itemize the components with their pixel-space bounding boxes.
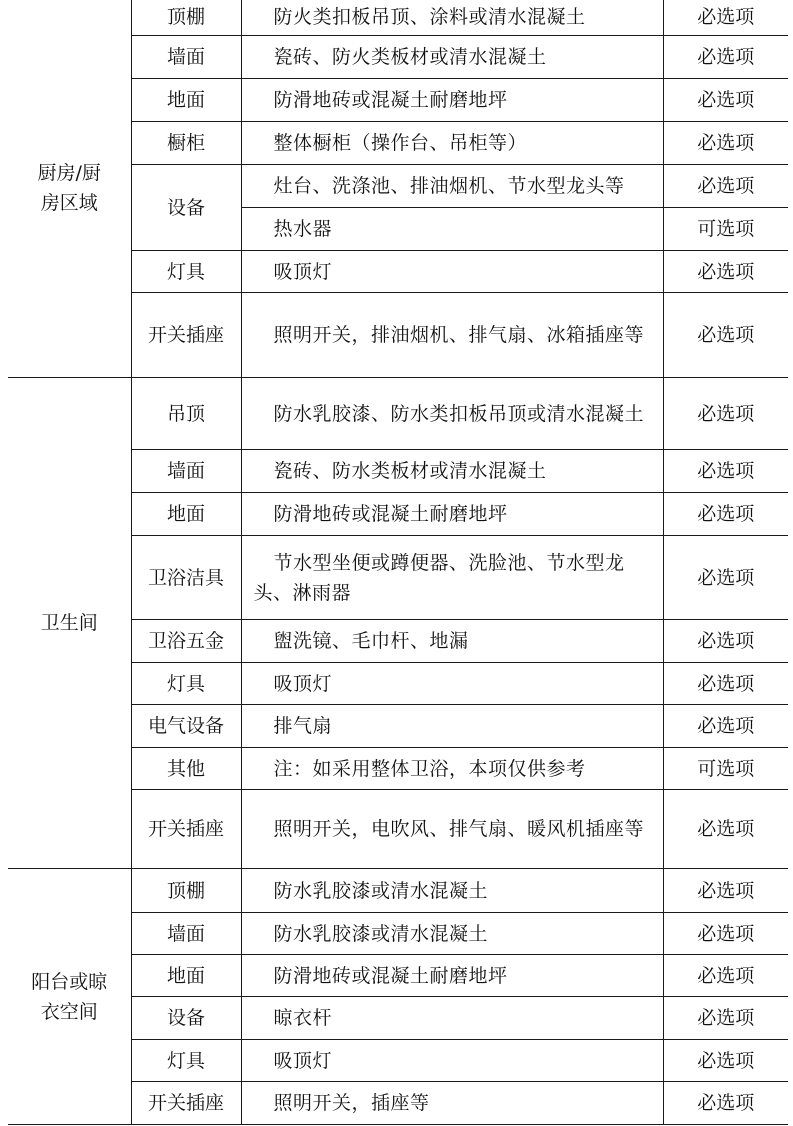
requirement-cell: 必选项 xyxy=(663,536,788,620)
requirement-cell: 必选项 xyxy=(663,663,788,705)
content-cell: 注：如采用整体卫浴，本项仅供参考 xyxy=(241,748,663,790)
requirement-cell: 必选项 xyxy=(663,955,788,997)
content-cell: 灶台、洗涤池、排油烟机、节水型龙头等 xyxy=(241,165,663,208)
content-cell: 节水型坐便或蹲便器、洗脸池、节水型龙头、淋雨器 xyxy=(241,536,663,620)
table-row xyxy=(8,378,788,450)
area-cell: 厨房/厨房区域 xyxy=(8,0,131,378)
content-cell: 整体橱柜（操作台、吊柜等） xyxy=(241,122,663,165)
item-cell: 开关插座 xyxy=(131,1082,241,1125)
requirement-cell: 必选项 xyxy=(663,122,788,165)
item-cell: 墙面 xyxy=(131,450,241,493)
requirement-cell: 必选项 xyxy=(663,620,788,663)
requirement-cell: 可选项 xyxy=(663,748,788,790)
item-cell: 地面 xyxy=(131,493,241,536)
requirement-cell: 必选项 xyxy=(663,913,788,955)
item-cell: 开关插座 xyxy=(131,790,241,869)
content-cell: 照明开关，电吹风、排气扇、暖风机插座等 xyxy=(241,790,663,869)
content-cell: 照明开关，排油烟机、排气扇、冰箱插座等 xyxy=(241,293,663,378)
requirement-cell: 可选项 xyxy=(663,208,788,251)
content-cell: 排气扇 xyxy=(241,705,663,748)
item-cell: 设备 xyxy=(131,165,241,251)
content-cell: 瓷砖、防水类板材或清水混凝土 xyxy=(241,450,663,493)
item-cell: 卫浴洁具 xyxy=(131,536,241,620)
item-cell: 吊顶 xyxy=(131,378,241,450)
item-cell: 地面 xyxy=(131,79,241,122)
item-cell: 卫浴五金 xyxy=(131,620,241,663)
item-cell: 开关插座 xyxy=(131,293,241,378)
requirement-cell: 必选项 xyxy=(663,450,788,493)
requirement-cell: 必选项 xyxy=(663,79,788,122)
requirement-cell: 必选项 xyxy=(663,493,788,536)
requirement-cell: 必选项 xyxy=(663,790,788,869)
content-cell: 晾衣杆 xyxy=(241,997,663,1040)
item-cell: 设备 xyxy=(131,997,241,1040)
decoration-spec-table xyxy=(8,0,788,1125)
area-cell: 阳台或晾衣空间 xyxy=(8,869,131,1125)
requirement-cell: 必选项 xyxy=(663,378,788,450)
item-cell: 顶棚 xyxy=(131,869,241,913)
requirement-cell: 必选项 xyxy=(663,251,788,293)
requirement-cell: 必选项 xyxy=(663,705,788,748)
item-cell: 地面 xyxy=(131,955,241,997)
area-cell: 卫生间 xyxy=(8,378,131,869)
item-cell: 电气设备 xyxy=(131,705,241,748)
content-cell: 防滑地砖或混凝土耐磨地坪 xyxy=(241,493,663,536)
requirement-cell: 必选项 xyxy=(663,997,788,1040)
item-cell: 灯具 xyxy=(131,1040,241,1082)
content-cell: 吸顶灯 xyxy=(241,1040,663,1082)
content-cell: 吸顶灯 xyxy=(241,663,663,705)
content-cell: 防滑地砖或混凝土耐磨地坪 xyxy=(241,79,663,122)
content-cell: 热水器 xyxy=(241,208,663,251)
requirement-cell: 必选项 xyxy=(663,293,788,378)
content-cell: 照明开关，插座等 xyxy=(241,1082,663,1125)
requirement-cell: 必选项 xyxy=(663,36,788,79)
item-cell: 灯具 xyxy=(131,663,241,705)
table-row xyxy=(8,869,788,913)
requirement-cell: 必选项 xyxy=(663,1040,788,1082)
item-cell: 其他 xyxy=(131,748,241,790)
table-row xyxy=(8,0,788,36)
content-cell: 吸顶灯 xyxy=(241,251,663,293)
content-cell: 盥洗镜、毛巾杆、地漏 xyxy=(241,620,663,663)
item-cell: 墙面 xyxy=(131,913,241,955)
item-cell: 灯具 xyxy=(131,251,241,293)
content-cell: 防滑地砖或混凝土耐磨地坪 xyxy=(241,955,663,997)
requirement-cell: 必选项 xyxy=(663,0,788,36)
content-cell: 防水乳胶漆或清水混凝土 xyxy=(241,913,663,955)
item-cell: 橱柜 xyxy=(131,122,241,165)
content-cell: 防水乳胶漆或清水混凝土 xyxy=(241,869,663,913)
requirement-cell: 必选项 xyxy=(663,869,788,913)
requirement-cell: 必选项 xyxy=(663,1082,788,1125)
content-cell: 防火类扣板吊顶、涂料或清水混凝土 xyxy=(241,0,663,36)
requirement-cell: 必选项 xyxy=(663,165,788,208)
item-cell: 墙面 xyxy=(131,36,241,79)
item-cell: 顶棚 xyxy=(131,0,241,36)
content-cell: 防水乳胶漆、防水类扣板吊顶或清水混凝土 xyxy=(241,378,663,450)
content-cell: 瓷砖、防火类板材或清水混凝土 xyxy=(241,36,663,79)
